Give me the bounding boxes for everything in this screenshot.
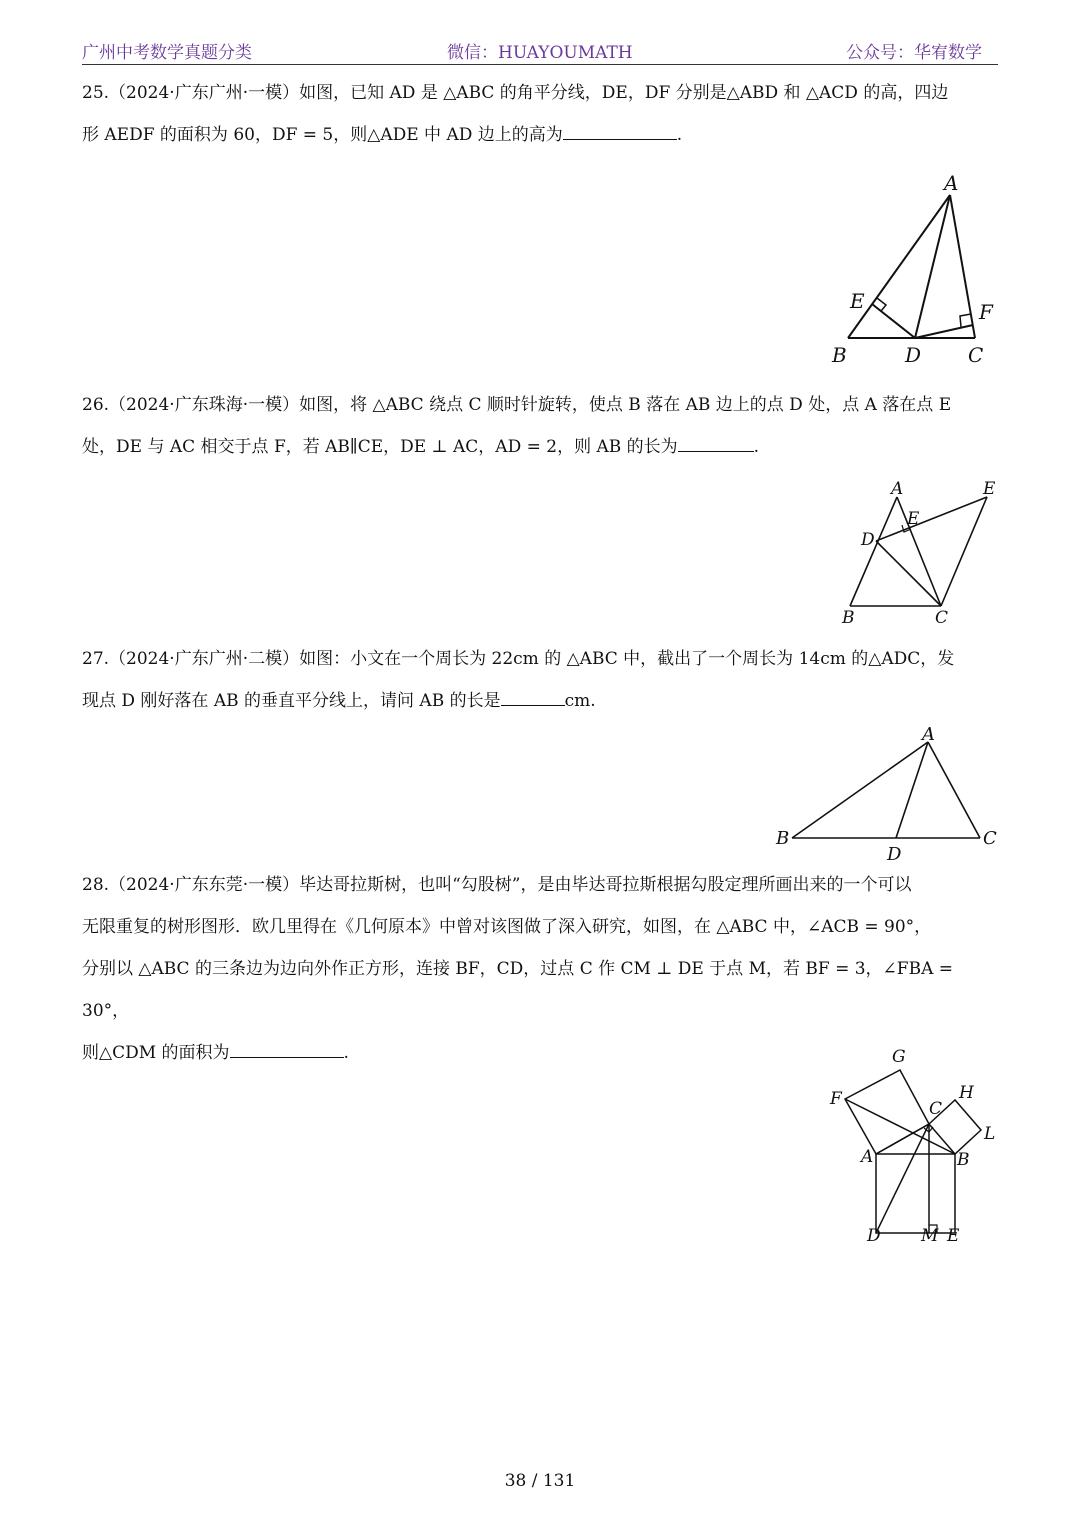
question-text: 处，DE 与 AC 相交于点 F，若 AB∥CE，DE ⊥ AC，AD = 2，则 AB 的长为: [82, 437, 678, 457]
answer-blank[interactable]: [678, 431, 754, 452]
figure-q26: [835, 475, 1010, 630]
label-g: G: [892, 1047, 906, 1067]
header-series-title: 广州中考数学真题分类: [82, 43, 252, 63]
question-text: （2024·广东广州·二模）如图：小文在一个周长为 22cm 的 △ABC 中，截出了一个周长为 14cm 的△ADC，发: [109, 649, 955, 669]
question-end: .: [676, 125, 683, 145]
header-account: 公众号：华宥数学: [846, 43, 982, 63]
question-text-line: [82, 426, 998, 468]
question-end: .: [343, 1043, 349, 1063]
label-d: D: [887, 844, 902, 865]
figure-q27: [770, 720, 1005, 865]
segment-dc: [876, 541, 941, 606]
label-b: B: [957, 1150, 970, 1170]
segment-de: [872, 304, 915, 338]
label-e: E: [983, 479, 996, 499]
question-end: cm.: [564, 691, 596, 711]
label-a: A: [944, 171, 959, 195]
label-e-inner: E: [907, 509, 920, 529]
square-abed: [876, 1154, 955, 1233]
label-d: D: [867, 1226, 881, 1246]
question-text-line: [82, 948, 998, 1032]
question-text: 分别以 △ABC 的三条边为边向外作正方形，连接 BF，CD，过点 C 作 CM ⊥ DE 于点 M，若 BF = 3，∠FBA = 30°，: [82, 959, 953, 1021]
page-header: [82, 34, 998, 65]
question-27: [82, 638, 998, 722]
label-h: H: [959, 1083, 974, 1103]
question-text: （2024·广东广州·一模）如图，已知 AD 是 △ABC 的角平分线，DE，DF 分别是△ABD 和 △ACD 的高，四边: [109, 83, 949, 103]
question-26: [82, 384, 998, 468]
answer-blank[interactable]: [501, 685, 565, 706]
question-text: 则△CDM 的面积为: [82, 1043, 230, 1063]
label-d: D: [905, 343, 922, 367]
segment-cd: [876, 1124, 929, 1233]
question-text: （2024·广东珠海·一模）如图，将 △ABC 绕点 C 顺时针旋转，使点 B 落在 AB 边上的点 D 处，点 A 落在点 E: [109, 395, 952, 415]
label-b: B: [832, 343, 847, 367]
header-wechat: 微信：HUAYOUMATH: [447, 43, 633, 63]
question-number: 28.: [82, 875, 110, 895]
question-number: 25.: [82, 83, 110, 103]
label-c: C: [935, 608, 949, 628]
question-number: 27.: [82, 649, 110, 669]
label-f: F: [979, 300, 993, 324]
segment-df: [915, 325, 973, 338]
label-d: D: [861, 530, 875, 550]
segment-ac: [950, 195, 975, 338]
segment-ab: [848, 195, 950, 338]
question-text-line: [82, 72, 998, 114]
segment-ad: [896, 742, 928, 838]
segment-ad: [915, 195, 950, 338]
question-text-line: [82, 384, 998, 426]
label-c: C: [929, 1099, 943, 1119]
label-m: M: [921, 1226, 939, 1246]
question-25: [82, 72, 998, 156]
question-text: 现点 D 刚好落在 AB 的垂直平分线上，请问 AB 的长是: [82, 691, 501, 711]
segment-ac: [928, 742, 980, 838]
figure-q28: [820, 1040, 1010, 1250]
question-text-line: [82, 864, 998, 906]
question-text-line: [82, 638, 998, 680]
label-b: B: [842, 608, 855, 628]
page-number: 38 / 131: [504, 1471, 576, 1491]
figure-q25: [820, 170, 1010, 370]
label-a: A: [891, 479, 904, 499]
label-b: B: [776, 828, 790, 849]
question-text-line: [82, 114, 998, 156]
question-text-line: [82, 906, 998, 948]
answer-blank[interactable]: [563, 119, 677, 140]
label-f: F: [830, 1089, 842, 1109]
label-e: E: [947, 1226, 960, 1246]
question-text: 无限重复的树形图形．欧几里得在《几何原本》中曾对该图做了深入研究，如图，在 △ABC 中，∠ACB = 90°，: [82, 917, 932, 937]
label-e: E: [850, 289, 865, 313]
label-c: C: [968, 343, 984, 367]
label-a: A: [922, 724, 935, 745]
square-acgf: [845, 1070, 929, 1154]
segment-ab: [850, 497, 897, 606]
answer-blank[interactable]: [230, 1037, 344, 1058]
question-end: .: [753, 437, 760, 457]
question-text: （2024·广东东莞·一模）毕达哥拉斯树，也叫“勾股树”，是由毕达哥拉斯根据勾股定理所画出来的一个可以: [109, 875, 912, 895]
question-text-line: [82, 680, 998, 722]
label-c: C: [983, 828, 997, 849]
question-number: 26.: [82, 395, 110, 415]
label-l: L: [984, 1124, 996, 1144]
segment-ab: [792, 742, 928, 838]
question-text: 形 AEDF 的面积为 60，DF = 5，则△ADE 中 AD 边上的高为: [82, 125, 563, 145]
label-a: A: [861, 1147, 874, 1167]
